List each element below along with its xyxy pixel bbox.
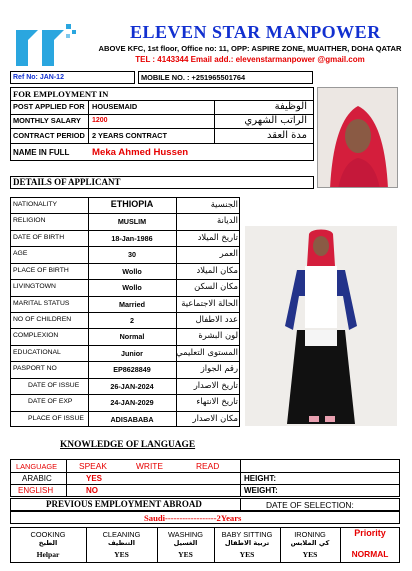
full-body-photo <box>245 226 397 426</box>
details-label: DATE OF BIRTH <box>13 234 65 241</box>
details-value: MUSLIM <box>117 217 147 226</box>
details-label: RELIGION <box>13 217 46 224</box>
details-value: ADISABABA <box>110 415 154 424</box>
details-value: Normal <box>119 332 145 341</box>
skill-value: Helpar <box>36 550 60 559</box>
salary-label: MONTHLY SALARY <box>13 116 81 125</box>
skill-value: NORMAL <box>351 549 389 559</box>
details-value: ETHIOPIA <box>110 199 154 209</box>
lang-header-read: READ <box>196 461 220 471</box>
details-row-divider <box>10 394 240 395</box>
skill-name: COOKING <box>30 530 66 539</box>
details-value: Married <box>119 300 145 309</box>
lang-english: ENGLISH <box>18 486 54 495</box>
details-value: 26-JAN-2024 <box>110 382 154 391</box>
salary-arabic: الراتب الشهري <box>244 115 307 126</box>
post-applied-arabic: الوظيفة <box>274 101 307 112</box>
lang-header-speak: SPEAK <box>79 461 107 471</box>
skill-arabic: الغسيل <box>173 539 198 547</box>
details-label: PASPORT NO <box>13 365 57 372</box>
details-arabic: مكان الميلاد <box>196 265 238 275</box>
skill-arabic: تربية الاطفال <box>224 539 270 547</box>
employment-heading: FOR EMPLOYMENT IN <box>13 89 109 99</box>
lang-english-speak: NO <box>86 486 98 495</box>
details-label: DATE OF EXP <box>28 398 73 405</box>
skill-value: YES <box>178 550 193 559</box>
company-contact: TEL : 4143344 Email add.: elevenstarmanpower @gmail.com <box>135 55 365 64</box>
details-row-divider <box>10 378 240 379</box>
details-arabic: مكان السكن <box>194 281 238 291</box>
company-title: ELEVEN STAR MANPOWER <box>130 22 381 42</box>
post-applied-label: POST APPLIED FOR <box>13 102 85 111</box>
details-arabic: لون البشرة <box>198 330 238 340</box>
details-label: NATIONALITY <box>13 201 58 208</box>
details-label: LIVINGTOWN <box>13 283 56 290</box>
details-row-divider <box>10 328 240 329</box>
date-selection-label: DATE OF SELECTION: <box>266 500 354 510</box>
details-value: Wollo <box>122 267 142 276</box>
salary-value: 1200 <box>92 117 108 124</box>
previous-heading: PREVIOUS EMPLOYMENT ABROAD <box>46 499 202 509</box>
skill-name: IRONING <box>294 530 326 539</box>
ref-label: Ref No: JAN-12 <box>13 74 64 81</box>
details-value: 24-JAN-2029 <box>110 398 154 407</box>
portrait-figure <box>318 88 398 188</box>
skill-name: BABY SITTING <box>221 530 273 539</box>
details-value: Wollo <box>122 283 142 292</box>
details-row-divider <box>10 230 240 231</box>
details-arabic: الديانة <box>217 215 238 225</box>
details-label: NO OF CHILDREN <box>13 316 72 323</box>
details-arabic: تاريخ الميلاد <box>197 232 238 242</box>
details-row-divider <box>10 361 240 362</box>
skill-name: Priority <box>354 528 386 538</box>
details-arabic: تاريخ الاصدار <box>193 380 238 390</box>
details-row-divider <box>10 246 240 247</box>
lang-arabic: ARABIC <box>22 474 52 483</box>
skill-arabic: الطبخ <box>38 539 58 547</box>
details-arabic: تاريخ الانتهاء <box>196 396 238 406</box>
contract-label: CONTRACT PERIOD <box>13 131 85 140</box>
details-row-divider <box>10 263 240 264</box>
details-label: COMPLEXION <box>13 332 59 339</box>
details-row-divider <box>10 345 240 346</box>
details-value: 2 <box>130 316 134 325</box>
company-address: ABOVE KFC, 1st floor, Office no: 11, OPP: ASPIRE ZONE, MUAITHER, DOHA QATAR <box>98 44 402 53</box>
details-arabic: المستوى التعليمي <box>176 347 238 357</box>
details-arabic: عدد الاطفال <box>195 314 238 324</box>
details-row-divider <box>10 296 240 297</box>
details-value: Junior <box>121 349 143 358</box>
contract-value: 2 YEARS CONTRACT <box>92 131 168 140</box>
details-row-divider <box>10 312 240 313</box>
lang-header-write: WRITE <box>136 461 163 471</box>
details-value: 30 <box>128 250 136 259</box>
lang-header-language: LANGUAGE <box>16 462 58 471</box>
details-arabic: مكان الاصدار <box>192 413 238 423</box>
weight-label: WEIGHT: <box>244 486 278 495</box>
skill-arabic: كي الملابس <box>290 539 330 547</box>
skill-value: YES <box>239 550 255 559</box>
previous-value: Saudi------------------2Years <box>144 513 242 523</box>
portrait-photo <box>317 87 398 188</box>
skill-value: YES <box>114 550 129 559</box>
details-arabic: الجنسية <box>210 199 238 209</box>
details-arabic: رقم الجواز <box>200 363 238 373</box>
details-label: PLACE OF ISSUE <box>28 415 84 422</box>
contract-arabic: مدة العقد <box>267 130 307 141</box>
skill-arabic: التنظيف <box>107 539 136 547</box>
details-heading: DETAILS OF APPLICANT <box>13 177 121 187</box>
mobile-field: MOBILE NO. : +251965501764 <box>141 73 246 82</box>
details-label: EDUCATIONAL <box>13 349 61 356</box>
height-label: HEIGHT: <box>244 474 276 483</box>
lang-arabic-speak: YES <box>86 474 103 483</box>
name-value: Meka Ahmed Hussen <box>92 147 189 158</box>
post-applied-value: HOUSEMAID <box>92 102 138 111</box>
details-arabic: الحالة الاجتماعية <box>181 298 238 308</box>
details-row-divider <box>10 213 240 214</box>
language-heading: KNOWLEDGE OF LANGUAGE <box>60 440 196 450</box>
name-label: NAME IN FULL <box>13 148 70 157</box>
skill-name: CLEANING <box>102 530 141 539</box>
full-body-figure <box>245 226 397 426</box>
details-value: EP8628849 <box>113 365 151 374</box>
details-label: AGE <box>13 250 28 257</box>
details-label: DATE OF ISSUE <box>28 382 80 389</box>
details-label: PLACE OF BIRTH <box>13 267 69 274</box>
details-row-divider <box>10 411 240 412</box>
details-label: MARITAL STATUS <box>13 300 70 307</box>
skill-value: YES <box>302 550 318 559</box>
details-row-divider <box>10 279 240 280</box>
skill-name: WASHING <box>167 530 204 539</box>
details-value: 18-Jan-1986 <box>111 234 153 243</box>
eleven-star-logo-icon <box>12 20 78 68</box>
details-arabic: العمر <box>219 248 238 258</box>
